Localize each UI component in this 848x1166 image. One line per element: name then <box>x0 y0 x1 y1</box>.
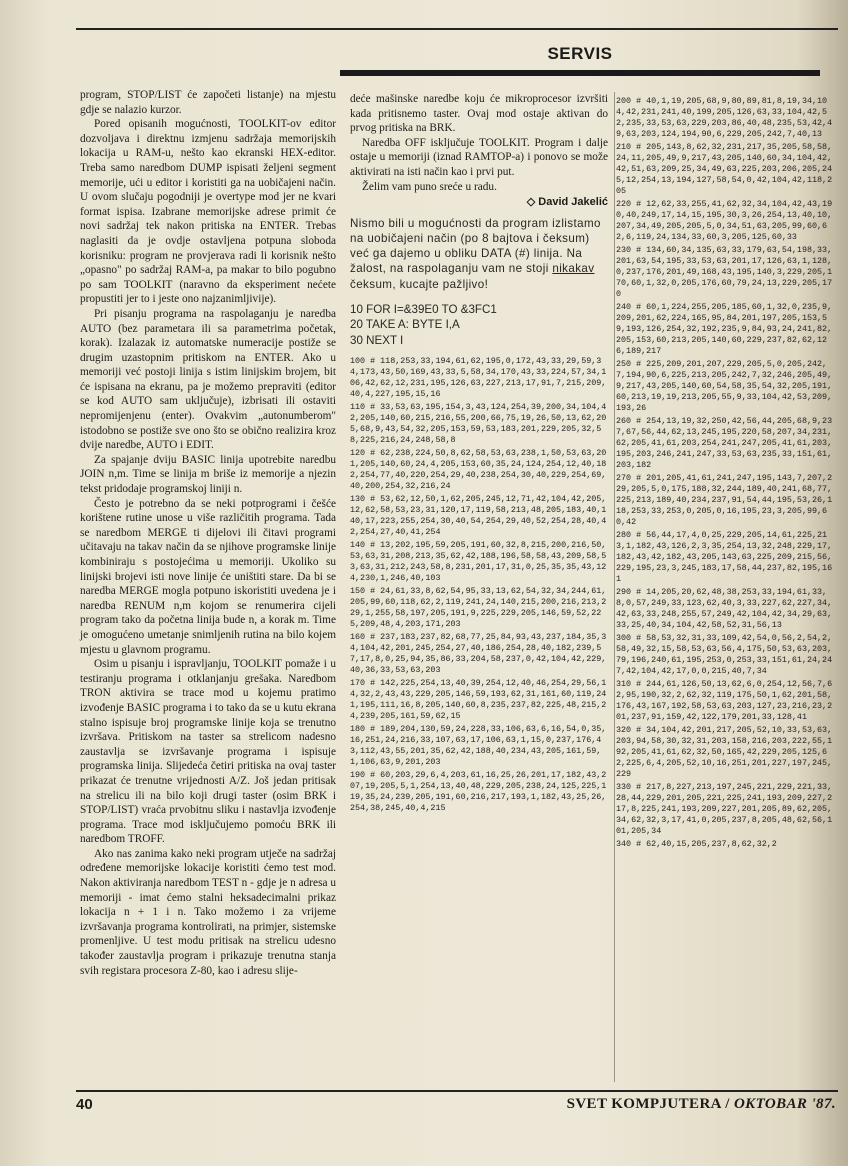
data-line: 210 # 205,143,8,62,32,231,217,35,205,58,58,24,11,205,49,9,217,43,205,140,60,34,104,42,42,51,63,209,25,34,49,63,225,203,206,205,245,12,254,13,194,127,58,54,0,42,104,42,118,205 <box>616 142 833 196</box>
data-line: 300 # 58,53,32,31,33,109,42,54,0,56,2,54,2,58,49,32,15,58,53,63,56,4,175,50,53,63,203,79,196,240,61,195,253,0,253,33,151,61,24,247,42,104,42,17,0,0,215,40,7,34 <box>616 633 833 676</box>
paragraph: Pored opisanih mogućnosti, TOOLKIT-ov editor dozvoljava i direktnu izmjenu sadržaja memorijskih lokacija u RAM-u, nešto kao ekranski HEX-editor. Treba samo naredbom DUMP ispisati željeni segment memorije, ući u editor i koristiti ga na uobičajeni način. U ovom slučaju pogodniji je overtype mod jer ne kvari format ispisa. Izabrane memorijske adrese primit će novi sadržaj tek nakon pritiska na ENTER. Trebas naglasiti da je ovdje ostavljena potpuna sloboda korisniku: program ne provjerava radi li korisnik nešto „opasno" po sadržaj RAM-a, pa makar to bilo pogubno po sam TOOLKIT (naravno da eksperiment nećete propustiti jer to i jeste ono najzanimljivije). <box>80 118 336 306</box>
data-line: 170 # 142,225,254,13,40,39,254,12,40,46,254,29,56,14,32,2,43,43,229,205,146,59,193,62,31,161,60,119,241,195,111,16,8,205,140,60,8,235,237,82,225,48,215,24,239,205,161,59,62,15 <box>350 677 607 721</box>
data-line: 180 # 189,204,130,59,24,228,33,106,63,6,16,54,0,35,16,251,24,216,33,107,63,17,106,63,1,15,0,237,176,43,112,43,55,201,35,62,42,188,40,234,43,205,161,59,1,106,63,9,201,203 <box>350 723 607 767</box>
paragraph: Naredba OFF isključuje TOOLKIT. Program i dalje ostaje u memoriji (iznad RAMTOP-a) i ponovo se može aktivirati na isti način kao i prvi put. <box>350 136 608 178</box>
code-line: 20 TAKE A: BYTE I,A <box>350 318 460 332</box>
paragraph: Za spajanje dviju BASIC linija upotrebite naredbu JOIN n,m. Time se linija m briše iz memorije a njezin tekst pridodaje programskoj liniji n. <box>80 453 336 496</box>
data-line: 120 # 62,238,224,50,8,62,58,53,63,238,1,50,53,63,201,205,140,60,24,4,205,153,60,35,24,124,254,12,40,182,254,77,40,220,254,29,40,238,254,30,40,229,254,69,40,200,254,32,216,24 <box>350 447 607 491</box>
data-line: 270 # 201,205,41,61,241,247,195,143,7,207,229,205,5,0,175,188,32,244,189,40,241,68,77,225,213,189,40,234,237,91,54,44,195,53,26,118,253,33,253,0,205,0,16,195,23,3,205,99,60,42 <box>616 473 833 527</box>
data-listing-col2 <box>350 356 608 814</box>
data-line: 230 # 134,60,34,135,63,33,179,63,54,198,33,201,63,54,195,33,53,63,201,17,126,63,1,128,0,237,176,201,49,168,43,195,140,3,229,205,170,60,1,32,0,205,176,60,79,24,13,229,205,170 <box>616 245 833 299</box>
data-line: 280 # 56,44,17,4,0,25,229,205,14,61,225,213,1,182,43,126,2,3,35,254,13,32,248,229,17,182,43,42,182,43,205,143,63,225,209,215,56,229,195,23,3,245,183,17,58,44,237,82,195,161 <box>616 530 833 584</box>
page-number: 40 <box>76 1096 93 1113</box>
paragraph: Ako nas zanima kako neki program utječe na sadržaj određene memorijske lokacije koristiti ćemo test mod. Nakon aktiviranja naredbom TEST n - gdje je n adresa u memoriji - imat ćemo stalni heksadecimalni prikaz lokacija n + 1 i n. Tako možemo i za vrijeme izvršavanja programa kontrolirati, na primjer, sistemske promenljive. U test modu pritisak na strelicu udesno također zaustavlja program i prikazuje trenutna stanja svih registara procesora Z-80, kao i adresu slije- <box>80 847 336 977</box>
data-line: 110 # 33,53,63,195,154,3,43,124,254,39,200,34,104,42,205,140,60,215,216,55,200,66,75,19,26,50,13,62,205,68,9,43,54,32,205,153,59,53,183,201,229,205,32,58,225,216,24,248,58,8 <box>350 401 607 445</box>
data-line: 150 # 24,61,33,8,62,54,95,33,13,62,54,32,34,244,61,205,99,60,118,62,2,119,241,24,140,215,200,216,213,229,1,255,58,197,205,191,9,225,229,205,146,59,52,225,209,48,4,203,171,203 <box>350 585 607 629</box>
note-underlined: nikakav <box>552 262 595 276</box>
editor-note <box>350 216 608 292</box>
data-line: 140 # 13,202,195,59,205,191,60,32,8,215,200,216,50,53,63,31,208,213,35,62,42,188,196,58,58,43,209,58,53,63,31,212,243,58,8,231,201,17,31,0,25,35,35,43,124,230,1,246,40,103 <box>350 539 607 583</box>
data-line: 130 # 53,62,12,50,1,62,205,245,12,71,42,104,42,205,12,62,58,53,23,31,120,17,119,58,213,48,205,183,40,140,17,223,255,254,30,40,54,254,29,40,52,254,28,40,42,254,27,40,41,254 <box>350 493 607 537</box>
article-column-1 <box>80 88 336 978</box>
data-line: 320 # 34,104,42,201,217,205,52,10,33,53,63,203,94,58,30,32,31,203,158,216,203,222,55,192,205,41,61,62,32,50,165,42,229,205,125,62,225,6,4,205,52,10,16,251,201,227,197,245,229 <box>616 725 833 779</box>
issue-date: OKTOBAR '87. <box>733 1096 836 1112</box>
data-line: 220 # 12,62,33,255,41,62,32,34,104,42,43,190,40,249,17,14,15,195,30,3,26,254,13,40,10,207,34,49,205,205,5,0,34,51,63,205,99,60,62,6,119,24,134,33,60,3,205,125,60,33 <box>616 199 833 242</box>
section-rule <box>340 70 820 76</box>
author-signature: ◇ David Jakelić <box>526 196 608 209</box>
magazine-name: SVET KOMPJUTERA / <box>566 1096 734 1112</box>
data-line: 260 # 254,13,19,32,250,42,56,44,205,68,9,237,67,56,44,62,13,245,195,220,58,207,34,231,62,205,41,61,203,254,241,247,205,41,61,203,195,203,246,241,247,33,53,63,235,33,151,61,203,182 <box>616 416 833 470</box>
note-text-end: čeksum, kucajte pažljivo! <box>350 277 489 291</box>
note-text: Nismo bili u mogućnosti da program izlistamo na uobičajeni način (po 8 bajtova i čeksum) već ga dajemo u obliku DATA (#) linija. Na žalost, na raspolaganju vam ne stoji <box>350 216 601 276</box>
top-rule <box>76 28 838 30</box>
data-line: 200 # 40,1,19,205,68,9,80,89,81,8,19,34,104,42,231,241,40,199,205,126,63,33,104,42,52,235,33,53,63,229,203,86,40,48,235,53,42,49,63,203,124,194,90,6,229,205,242,7,40,13 <box>616 96 833 139</box>
paragraph: Često je potrebno da se neki potprogrami i češće korištene rutine unose u više različitih programa. Tada se naredbom MERGE ti dijelovi ili čitavi programi učitavaju na takav način da se njihove programske linije kombiniraju s postojećima u memoriji. Ukoliko su linijski brojevi isti nove linije će uništiti stare. Da bi se naredba MERGE mogla potpuno iskoristiti uvedena je i naredba RENUM n,m kojom se renumerira cijeli program tako da početna linija bude n, a korak m. Time je omogućeno umetanje snimljenih rutina na bilo kojem mjestu u glavnom programu. <box>80 497 336 656</box>
column-divider <box>614 92 615 1082</box>
data-line: 330 # 217,8,227,213,197,245,221,229,221,33,28,44,229,201,205,221,225,241,193,209,227,217,8,225,241,193,209,227,201,205,89,62,205,34,62,32,3,17,41,0,205,237,8,205,48,62,56,101,205,34 <box>616 782 833 836</box>
basic-loader <box>350 302 608 348</box>
magazine-footer <box>567 1096 836 1113</box>
article-column-2 <box>350 92 608 816</box>
data-line: 240 # 60,1,224,255,205,185,60,1,32,0,235,9,209,201,62,224,165,95,84,201,197,205,153,59,193,126,254,32,192,235,9,84,93,24,241,82,205,153,60,213,205,140,60,229,237,82,62,126,189,217 <box>616 302 833 356</box>
code-line: 30 NEXT I <box>350 333 404 347</box>
data-line: 340 # 62,40,15,205,237,8,62,32,2 <box>616 839 777 849</box>
paragraph: Pri pisanju programa na raspolaganju je naredba AUTO (bez parametara ili sa parametrima početak, korak). Izalazak iz automatske numeracije postiže se drugim uzastopnim pritiskom na ENTER. Ako u memoriji već postoji linija s istim linijskim brojem, bit će ispisana na ekranu, pa je možemo prepraviti (editor se kod AUTO sam uključuje), izbrisati ili ostaviti nepromijenjenu (enter). Ovakvim „autonumberom" istodobno se postiže sve ono što se obično realizira kroz dvije naredbe, AUTO i EDIT. <box>80 307 336 452</box>
code-line: 10 FOR I=&39E0 TO &3FC1 <box>350 302 497 316</box>
paragraph: program, STOP/LIST će započeti listanje) na mjestu gdje se nalazio kurzor. <box>80 89 336 116</box>
paragraph: Želim vam puno sreće u radu. <box>362 180 497 193</box>
data-line: 290 # 14,205,20,62,48,38,253,33,194,61,33,8,0,57,249,33,123,62,40,3,33,227,62,227,34,42,63,33,248,255,57,249,42,104,42,34,29,63,33,25,40,34,104,42,58,52,31,56,13 <box>616 587 833 630</box>
data-line: 310 # 244,61,126,50,13,62,6,0,254,12,56,7,62,95,190,32,2,62,32,119,175,50,1,62,201,58,176,43,167,192,58,53,63,203,127,23,216,23,201,237,91,159,42,122,179,201,33,128,41 <box>616 679 833 722</box>
data-listing-col3 <box>616 96 836 852</box>
data-line: 190 # 60,203,29,6,4,203,61,16,25,26,201,17,182,43,207,19,205,5,1,254,13,40,48,229,205,238,24,125,225,119,35,24,239,205,191,60,216,217,193,1,182,43,25,26,254,38,245,40,4,215 <box>350 769 607 813</box>
data-line: 160 # 237,183,237,82,68,77,25,84,93,43,237,184,35,34,104,42,201,245,254,27,40,186,254,28,40,182,239,57,17,8,0,25,94,35,86,33,204,58,237,0,42,104,42,229,40,36,33,53,63,203 <box>350 631 607 675</box>
data-line: 100 # 118,253,33,194,61,62,195,0,172,43,33,29,59,34,173,43,50,169,43,33,5,58,34,170,43,33,224,57,34,106,42,62,12,231,195,126,63,227,213,17,91,7,215,209,40,4,227,195,15,16 <box>350 355 607 399</box>
data-line: 250 # 225,209,201,207,229,205,5,0,205,242,7,194,90,6,225,213,205,242,7,32,246,205,49,9,217,43,205,140,60,54,58,35,54,32,205,191,60,213,19,19,213,205,55,9,33,104,42,53,209,193,26 <box>616 359 833 413</box>
paragraph: Osim u pisanju i ispravljanju, TOOLKIT pomaže i u testiranju programa i otklanjanju grešaka. Naredbom TRON aktivira se trace mod u kojemu pratimo izvođenje BASIC programa i to tako da se u kutu ekrana stalno ispisuje broj programske linije koja se trenutno izvršava. Pritiskom na taster sa strelicom nadesno zaustavlja se izvršavanje programa i ispisuje programska linija. Slijedeća četiri pritiska na ovaj taster prikazat će trenutne vrijednosti A/Z. Još jedan pritisak na strelicu ili na bilo koji drugi taster (osim BRK i STOP/LIST) vraća prvobitnu sliku i nastavlja izvođenje programa. Trace mod isključujemo pomoću BRK ili naredbom TROFF. <box>80 658 336 846</box>
paragraph: deće mašinske naredbe koju će mikroprocesor izvršiti kada pritisnemo taster. Ovaj mod ostaje aktivan do prvog pritiska na BRK. <box>350 93 608 135</box>
bottom-rule <box>76 1090 838 1092</box>
section-title: SERVIS <box>547 44 613 63</box>
